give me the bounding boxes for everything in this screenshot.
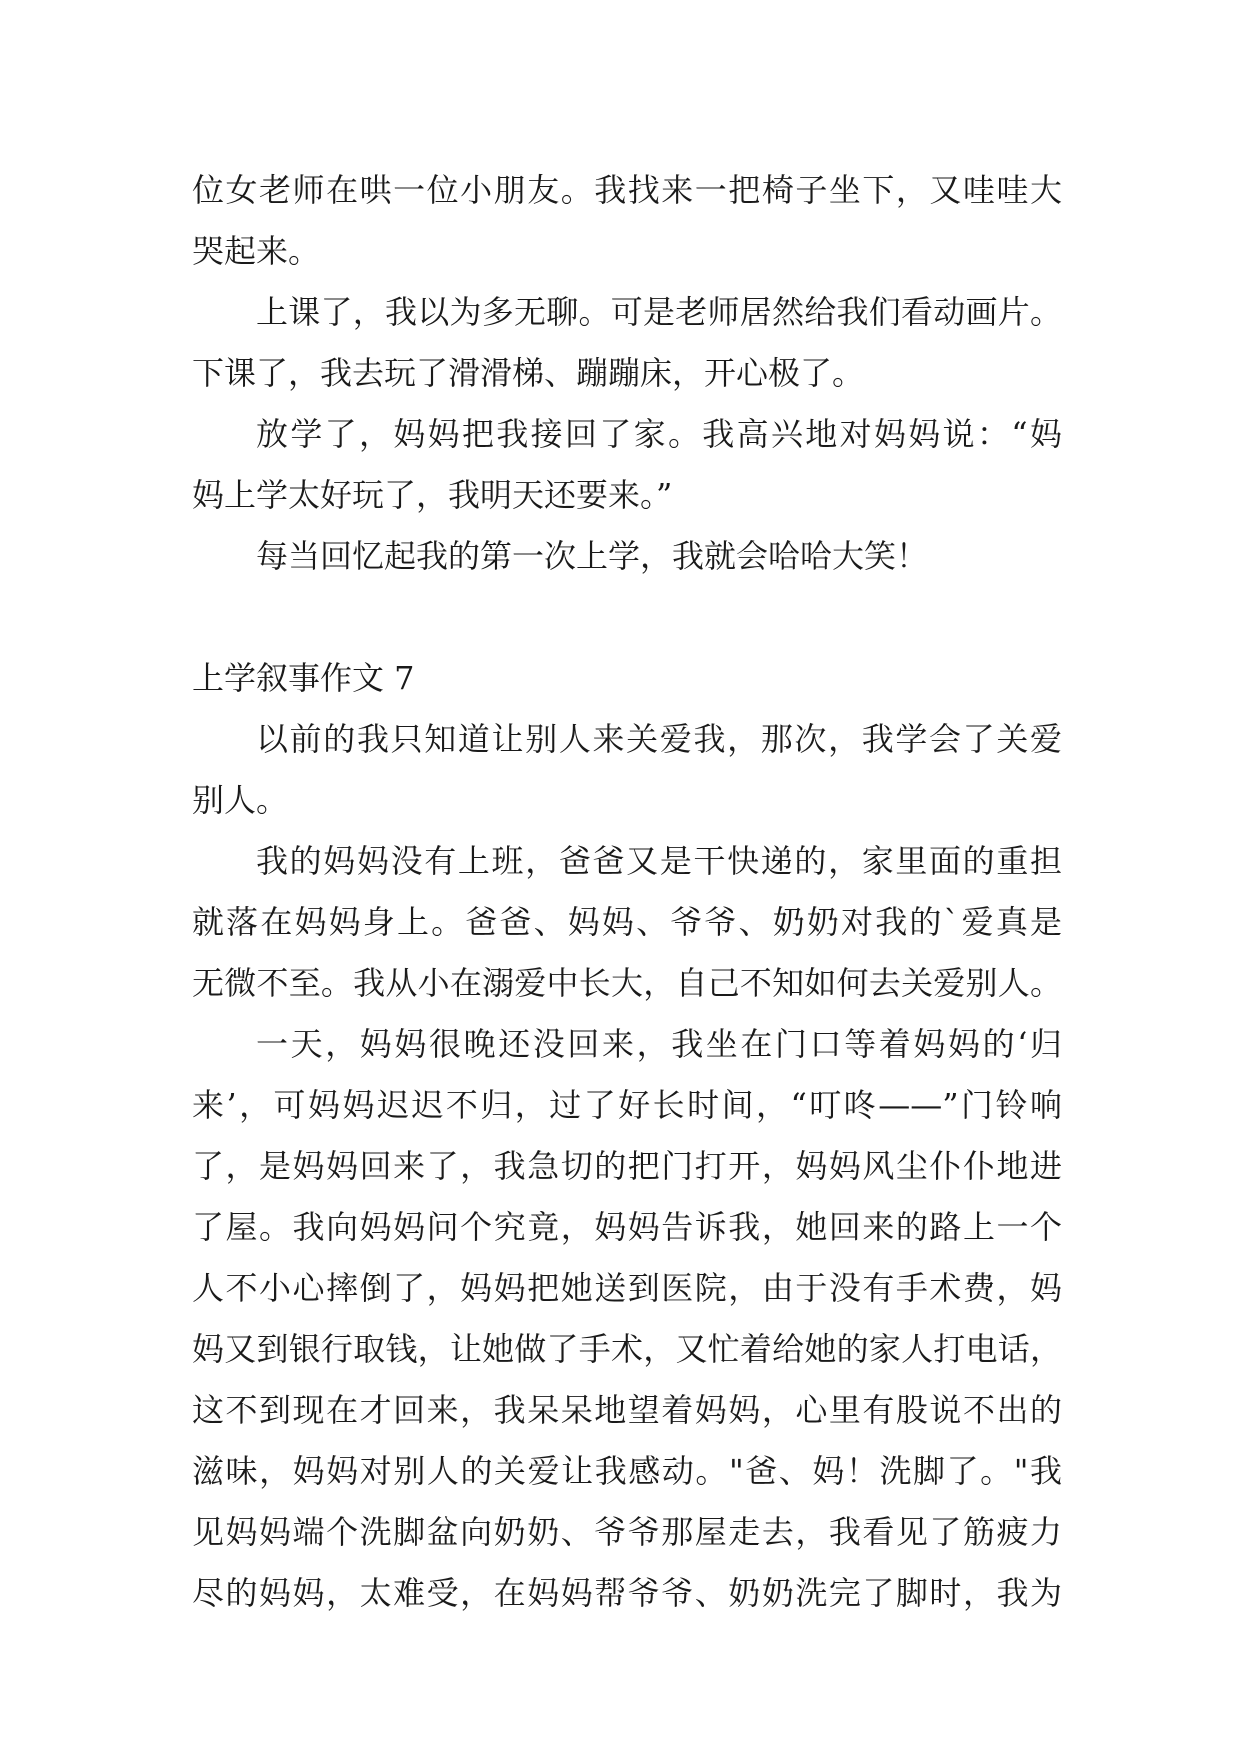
text-line: 妈又到银行取钱，让她做了手术，又忙着给她的家人打电话， [192, 1330, 1062, 1368]
text-line: 上课了，我以为多无聊。可是老师居然给我们看动画片。 [256, 293, 1062, 331]
text-line: 这不到现在才回来，我呆呆地望着妈妈，心里有股说不出的 [192, 1391, 1062, 1429]
text-line: 以前的我只知道让别人来关爱我，那次，我学会了关爱 [256, 720, 1062, 758]
paragraph [192, 526, 1062, 587]
text-line: 就落在妈妈身上。爸爸、妈妈、爷爷、奶奶对我的`爱真是 [192, 903, 1062, 941]
paragraph [192, 831, 1062, 1014]
text-line: 了，是妈妈回来了，我急切的把门打开，妈妈风尘仆仆地进 [192, 1147, 1062, 1185]
text-line: 无微不至。我从小在溺爱中长大，自己不知如何去关爱别人。 [192, 964, 1062, 1002]
text-line: 了屋。我向妈妈问个究竟，妈妈告诉我，她回来的路上一个 [192, 1208, 1062, 1246]
document-body [192, 160, 1062, 1624]
text-line: 位女老师在哄一位小朋友。我找来一把椅子坐下，又哇哇大 [192, 171, 1062, 209]
paragraph [192, 282, 1062, 404]
paragraph-gap [192, 587, 1062, 648]
text-line: 来’，可妈妈迟迟不归，过了好长时间，“叮咚——”门铃响 [192, 1086, 1062, 1124]
text-line: 一天，妈妈很晚还没回来，我坐在门口等着妈妈的‘归 [256, 1025, 1062, 1063]
text-line: 滋味，妈妈对别人的关爱让我感动。"爸、妈！洗脚了。"我 [192, 1452, 1062, 1490]
text-line: 见妈妈端个洗脚盆向奶奶、爷爷那屋走去，我看见了筋疲力 [192, 1513, 1062, 1551]
text-line: 别人。 [192, 781, 289, 819]
paragraph [192, 709, 1062, 831]
text-line: 放学了，妈妈把我接回了家。我高兴地对妈妈说：“妈 [256, 415, 1062, 453]
paragraph-continuation [192, 160, 1062, 282]
text-line: 尽的妈妈，太难受，在妈妈帮爷爷、奶奶洗完了脚时，我为 [192, 1574, 1062, 1612]
text-line: 人不小心摔倒了，妈妈把她送到医院，由于没有手术费，妈 [192, 1269, 1062, 1307]
text-line: 下课了，我去玩了滑滑梯、蹦蹦床，开心极了。 [192, 354, 865, 392]
text-line: 每当回忆起我的第一次上学，我就会哈哈大笑！ [256, 537, 929, 575]
text-line: 我的妈妈没有上班，爸爸又是干快递的，家里面的重担 [256, 842, 1062, 880]
paragraph [192, 1014, 1062, 1624]
text-line: 妈上学太好玩了，我明天还要来。” [192, 476, 673, 514]
paragraph [192, 404, 1062, 526]
text-line: 哭起来。 [192, 232, 321, 270]
section-title: 上学叙事作文 7 [192, 659, 415, 697]
